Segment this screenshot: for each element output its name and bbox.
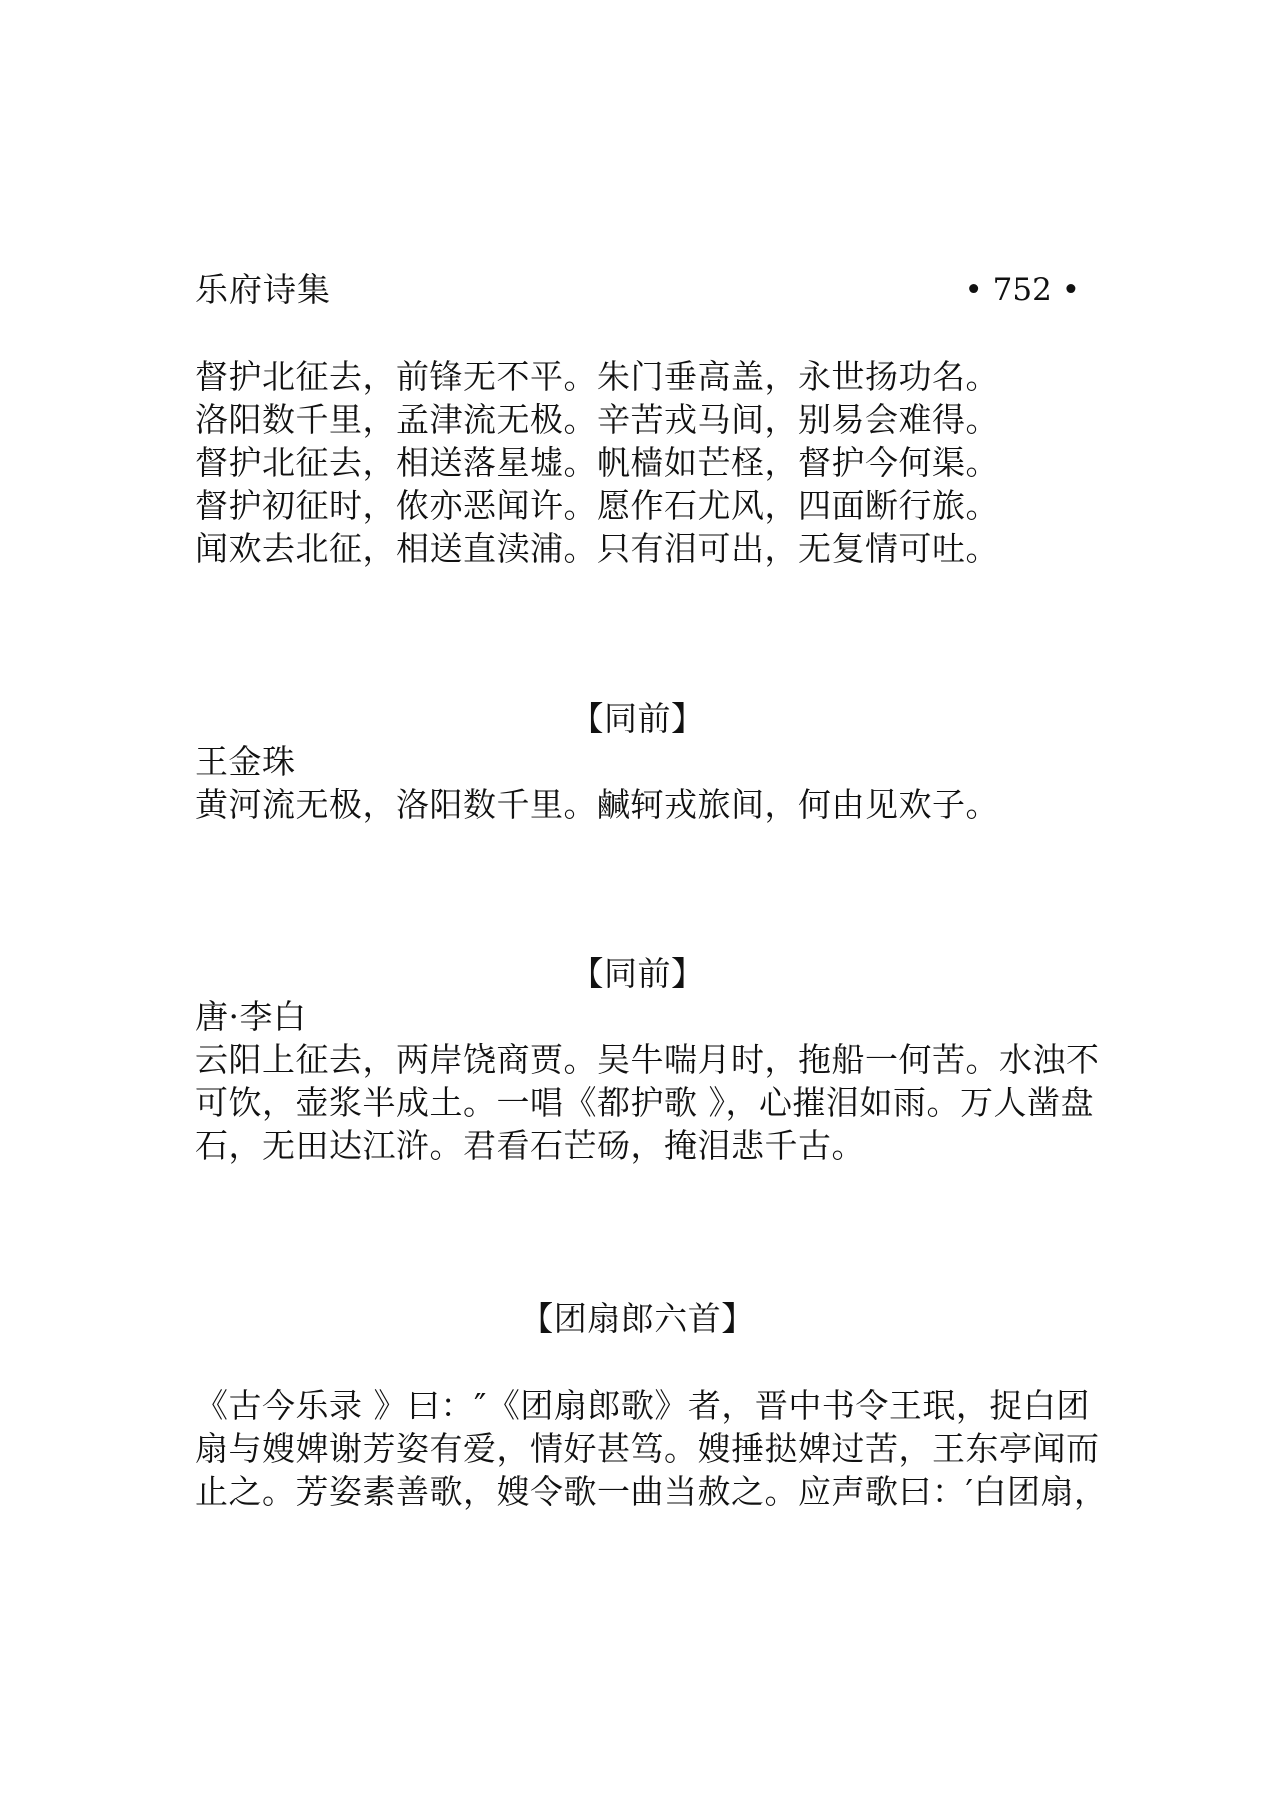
poem-line: 可饮，壶浆半成土。一唱《都护歌 》，心摧泪如雨。万人凿盘 (195, 1083, 1094, 1122)
page-header (195, 265, 1080, 315)
section-4 (195, 1297, 1080, 1340)
section-3 (195, 952, 1100, 1167)
author-name: 王金珠 (195, 742, 296, 781)
section-title: 【同前】 (570, 699, 705, 738)
author-name: 唐·李白 (195, 997, 307, 1036)
poem-line: 督护初征时，侬亦恶闻许。愿作石尤风，四面断行旅。 (195, 486, 999, 525)
page-number: • 752 • (964, 272, 1080, 308)
poem-block-1 (195, 355, 1080, 570)
prose-line: 《古今乐录 》曰：″《团扇郎歌》者，晋中书令王珉，捉白团 (195, 1386, 1090, 1425)
prose-line: 扇与嫂婢谢芳姿有爱，情好甚笃。嫂捶挞婢过苦，王东亭闻而 (195, 1429, 1100, 1468)
poem-line: 黄河流无极，洛阳数千里。鹹轲戎旅间，何由见欢子。 (195, 785, 999, 824)
poem-line: 洛阳数千里，孟津流无极。辛苦戎马间，别易会难得。 (195, 400, 999, 439)
poem-line: 督护北征去，前锋无不平。朱门垂高盖，永世扬功名。 (195, 357, 999, 396)
poem-line: 闻欢去北征，相送直渎浦。只有泪可出，无复情可吐。 (195, 529, 999, 568)
poem-line: 云阳上征去，两岸饶商贾。吴牛喘月时，拖船一何苦。水浊不 (195, 1040, 1100, 1079)
prose-line: 止之。芳姿素善歌，嫂令歌一曲当赦之。应声歌曰：′白团扇， (195, 1472, 1108, 1511)
poem-line: 石，无田达江浒。君看石芒砀，掩泪悲千古。 (195, 1126, 865, 1165)
section-title: 【同前】 (570, 954, 705, 993)
section-title: 【团扇郎六首】 (520, 1299, 755, 1338)
poem-line: 督护北征去，相送落星墟。帆樯如芒柽，督护今何渠。 (195, 443, 999, 482)
book-title: 乐府诗集 (195, 270, 331, 309)
section-4-preface (195, 1384, 1108, 1513)
section-2 (195, 697, 1080, 826)
